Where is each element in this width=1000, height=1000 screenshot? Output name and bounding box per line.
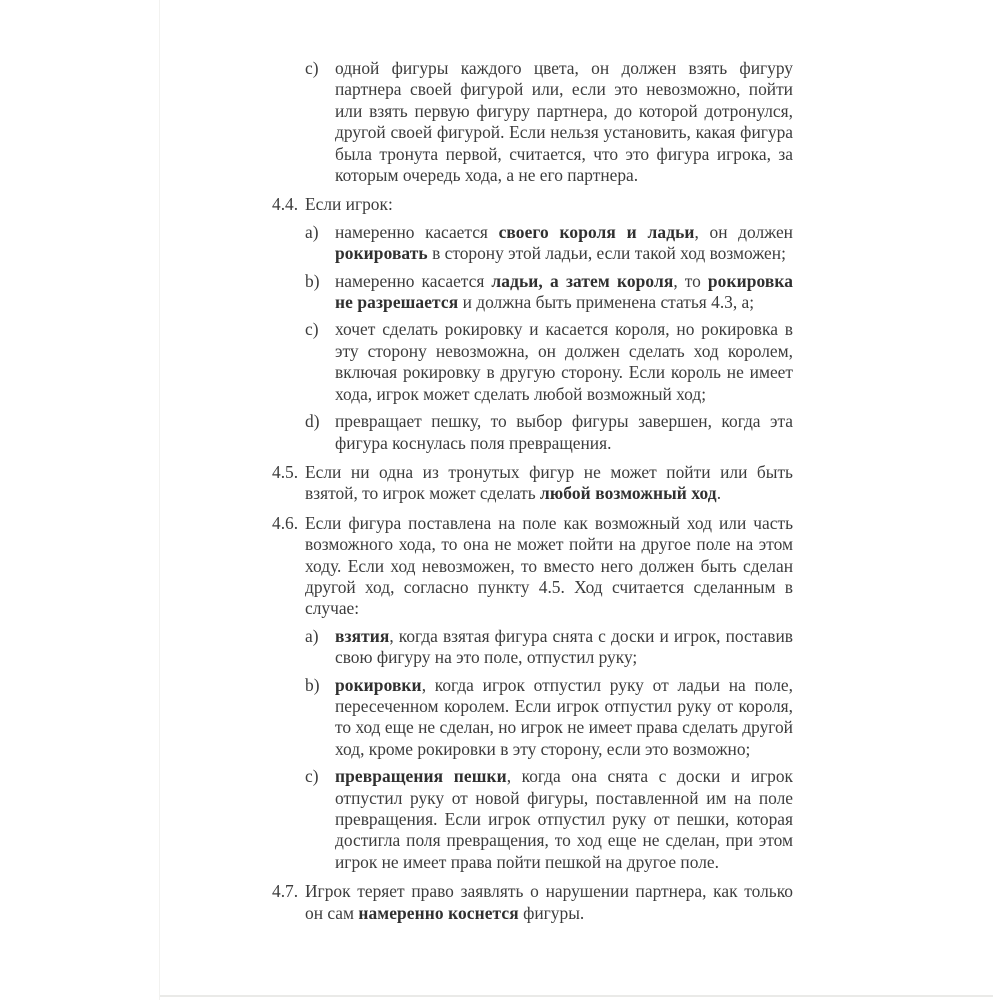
numbered-clause bbox=[272, 194, 793, 215]
lettered-clause bbox=[272, 319, 793, 405]
lettered-clause bbox=[272, 766, 793, 873]
clause-marker: b) bbox=[305, 674, 320, 695]
clause-text: намеренно касается своего короля и ладьи, он должен рокировать в сторону этой ладьи, если такой ход возможен; bbox=[335, 221, 793, 264]
numbered-clause bbox=[272, 513, 793, 620]
clause-marker: b) bbox=[305, 270, 320, 291]
clause-text: Если фигура поставлена на поле как возможный ход или часть возможного хода, то она не может пойти на другое поле на этом ходу. Если ход невозможен, то вместо него должен быть сделан другой ход, согласно пункту 4.5. Ход считается сделанным в случае: bbox=[305, 512, 793, 619]
clause-text: Если игрок: bbox=[305, 194, 393, 215]
clause-marker: 4.6. bbox=[272, 512, 299, 533]
clause-text: взятия, когда взятая фигура снята с доски и игрок, поставив свою фигуру на это поле, отпустил руку; bbox=[335, 625, 793, 668]
lettered-clause bbox=[272, 626, 793, 669]
clause-text: одной фигуры каждого цвета, он должен взять фигуру партнера своей фигурой или, если это невозможно, пойти или взять первую фигуру партнера, до которой дотронулся, другой своей фигурой. Если нельзя установить, какая фигура была тронута первой, считается, что это фигура игрока, за которым очередь хода, а не его партнера. bbox=[335, 58, 793, 186]
clause-text: Если ни одна из тронутых фигур не может пойти или быть взятой, то игрок может сделать любой возможный ход. bbox=[305, 461, 793, 504]
clause-marker: c) bbox=[305, 58, 319, 78]
clause-marker: 4.4. bbox=[272, 194, 299, 215]
lettered-clause bbox=[272, 271, 793, 314]
lettered-clause bbox=[272, 675, 793, 761]
clause-marker: c) bbox=[305, 766, 319, 787]
lettered-clause bbox=[272, 58, 793, 186]
clause-marker: 4.5. bbox=[272, 461, 299, 482]
clause-marker: a) bbox=[305, 625, 319, 646]
document-content bbox=[272, 58, 793, 924]
clause-text: превращения пешки, когда она снята с доски и игрок отпустил руку от новой фигуры, поставленной им на поле превращения. Если игрок отпустил руку от пешки, которая достигла поля превращения, то ход еще не сделан, при этом игрок не имеет права пойти пешкой на другое поле. bbox=[335, 766, 793, 872]
clause-text: хочет сделать рокировку и касается короля, но рокировка в эту сторону невозможна, он должен сделать ход королем, включая рокировку в другую сторону. Если король не имеет хода, игрок может сделать любой возможный ход; bbox=[335, 319, 793, 404]
page-scan-bottom-edge bbox=[160, 995, 993, 997]
lettered-clause bbox=[272, 222, 793, 265]
numbered-clause bbox=[272, 462, 793, 505]
clause-marker: d) bbox=[305, 411, 320, 432]
clause-marker: c) bbox=[305, 319, 319, 340]
clause-marker: 4.7. bbox=[272, 881, 299, 902]
clause-text: намеренно касается ладьи, а затем короля, то рокировка не разрешается и должна быть применена статья 4.3, а; bbox=[335, 270, 793, 313]
lettered-clause bbox=[272, 411, 793, 454]
clause-text: рокировки, когда игрок отпустил руку от ладьи на поле, пересеченном королем. Если игрок отпустил руку от короля, то ход еще не сделан, но игрок не имеет права сделать другой ход, кроме рокировки в эту сторону, если это возможно; bbox=[335, 674, 793, 759]
clause-text: Игрок теряет право заявлять о нарушении партнера, как только он сам намеренно коснется фигуры. bbox=[305, 881, 793, 923]
clause-marker: a) bbox=[305, 221, 319, 242]
page-scan-left-edge bbox=[159, 0, 160, 1000]
clause-text: превращает пешку, то выбор фигуры завершен, когда эта фигура коснулась поля превращения. bbox=[335, 411, 793, 453]
numbered-clause bbox=[272, 881, 793, 924]
